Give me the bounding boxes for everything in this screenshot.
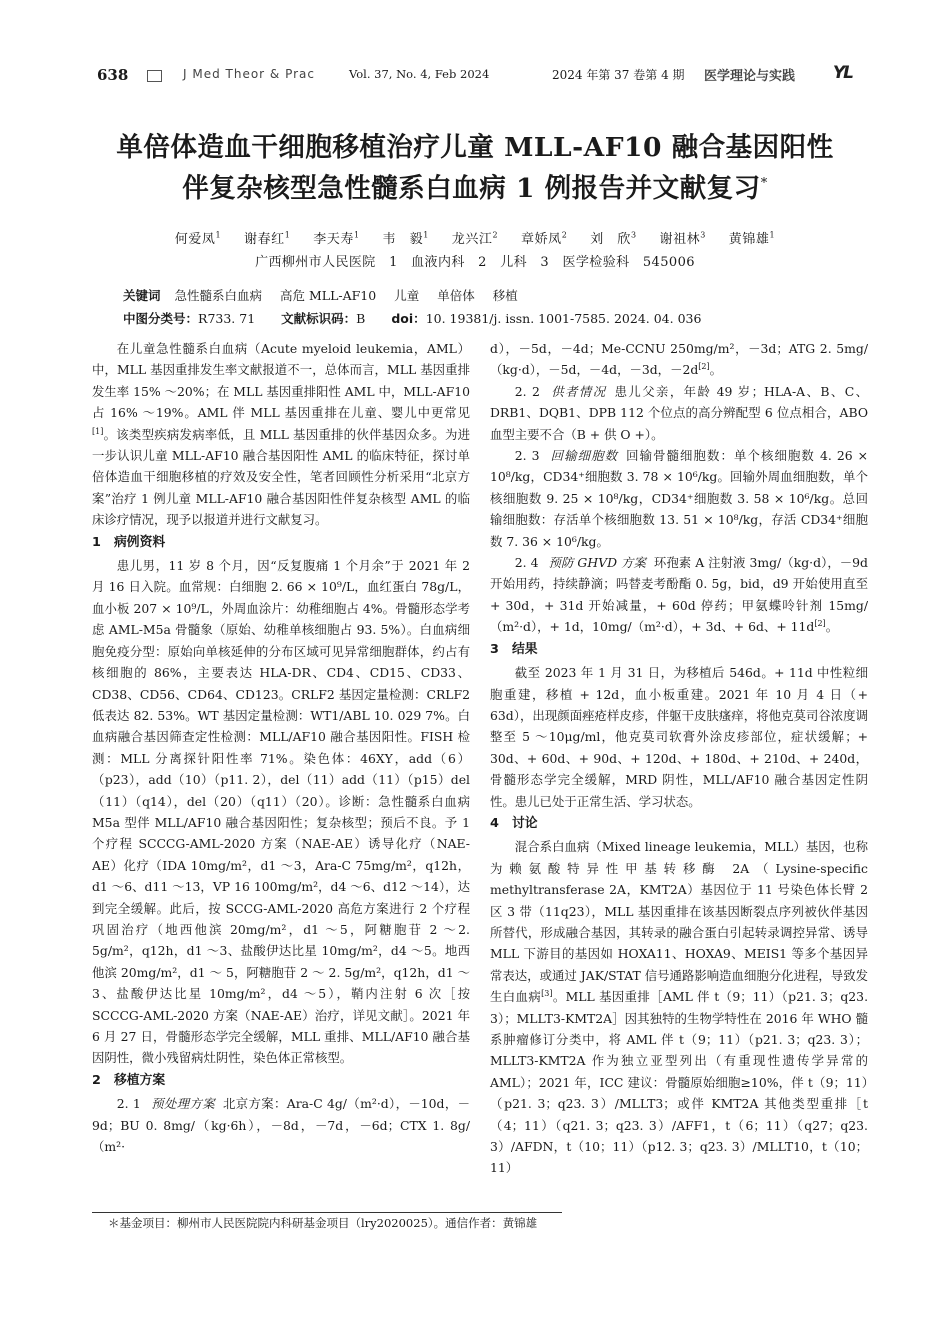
keyword: 移植 [492, 288, 518, 303]
doi-value: 10. 19381/j. issn. 1001-7585. 2024. 04. 036 [425, 311, 702, 326]
citation: [1] [92, 426, 104, 436]
running-header [97, 63, 852, 86]
subsection-2-3: 2. 3 回输细胞数 回输骨髓细胞数：单个核细胞数 4. 26 × 10⁸/kg，CD34⁺细胞数 3. 78 × 10⁶/kg。回输外周血细胞数，单个核细胞数 9. 25 × 10⁸/kg，CD34⁺细胞数 3. 58 × 10⁶/kg。总回输细胞数：存活单个核细胞数 13. 51 × 10⁸/kg，存活 CD34⁺细胞数 7. 36 × 10⁶/kg。 [490, 448, 868, 549]
citation: [2] [698, 362, 710, 372]
journal-abbreviation: J Med Theor & Prac [183, 67, 316, 81]
doc-code-label: 文献标识码 [281, 311, 344, 326]
author: 龙兴江$^2$ [451, 230, 499, 247]
page-number: 638 [97, 66, 129, 84]
subsection-2-1: 2. 1 预处理方案 北京方案：Ara-C 4g/（m²·d），－10d，－9d；BU 0. 8mg/（kg·6h），－8d，－7d，－6d；CTX 1. 8g/（m²· [92, 1096, 470, 1155]
case-paragraph: 患儿男，11 岁 8 个月，因“反复腹痛 1 个月余”于 2021 年 2 月 16 日入院。血常规：白细胞 2. 66 × 10⁹/L，血红蛋白 78g/L，血小板 207 × 10⁹/L，外周血涂片：幼稚细胞占 4%。骨髓形态学考虑 AML-M5a 骨髓象（原始、幼稚单核细胞占 93. 5%）。白血病细胞免疫分型：原始向单核延伸的分布区域可见异常细胞群体，约占有核细胞的 86%，主要表达 HLA-DR、CD4、CD15、CD33、CD38、CD56、CD64、CD123。CRLF2 基因定量检测：CRLF2 低表达 82. 53%。WT 基因定量检测：WT1/ABL 10. 029 7%。白血病融合基因筛查定性检测：MLL/AF10 融合基因阳性。FISH 检测：MLL 分离探针阳性率 71%。染色体：46XY，add（6）（p23），add（10）（p11. 2），del（11）add（11）（p15）del（11）（q14），del（20）（q11）（20）。诊断：急性髓系白血病 M5a 型伴 MLL/AF10 融合基因阳性；复杂核型；预后不良。予 1 个疗程 SCCCG-AML-2020 方案（NAE-AE）诱导化疗（NAE-AE）化疗（IDA 10mg/m²，d1 ～3，Ara-C 75mg/m²，q12h，d1 ～6、d11 ～13，VP 16 100mg/m²，d4 ～6、d12 ～14），达到完全缓解。此后，按 SCCG-AML-2020 高危方案进行 2 个疗程巩固治疗（地西他滨 20mg/m²，d1 ～5，阿糖胞苷 2 ～2. 5g/m²，q12h，d1 ～3、盐酸伊达比星 10mg/m²，d4 ～5。地西他滨 20mg/m²，d1 ～ 5，阿糖胞苷 2 ～ 2. 5g/m²，q12h，d1 ～3、盐酸伊达比星 10mg/m²，d4 ～5），鞘内注射 6 次［按 SCCCG-AML-2020 方案（NAE-AE）治疗，详见文献］。2021 年 6 月 27 日，骨髓形态学完全缓解，MLL 重排、MLL/AF10 融合基因阴性，微小残留病灶阴性，染色体正常核型。 [92, 558, 470, 1066]
classification-line: 中图分类号：R733. 71 文献标识码：B doi：10. 19381/j. issn. 1001-7585. 2024. 04. 036 [123, 311, 702, 326]
author: 章娇凤$^2$ [520, 230, 568, 247]
doc-code: B [356, 311, 366, 326]
citation: [3] [541, 989, 553, 999]
keyword: 高危 MLL-AF10 [280, 288, 377, 303]
continuation-paragraph: d），－5d，－4d；Me-CCNU 250mg/m²，－3d；ATG 2. 5mg/（kg·d），－5d，－4d，－3d，－2d[2]。 [490, 341, 868, 378]
journal-name-cn: 医学理论与实践 [704, 69, 796, 84]
discussion-paragraph: 混合系白血病（Mixed lineage leukemia，MLL）基因，也称为赖氨酸特异性甲基转移酶 2A（Lysine-specific methyltransferase 2A，KMT2A）基因位于 11 号染色体长臂 2 区 3 带（11q23），MLL 基因重排在该基因断裂点序列被伙伴基因所替代，形成融合基因，其转录的融合蛋白引起转录调控异常、诱导 MLL 下游目的基因如 HOXA11、HOXA9、MEIS1 等多个基因异常表达，或通过 JAK/STAT 信号通路影响造血细胞分化进程，导致发生白血病[3]。MLL 基因重排［AML 伴 t（9；11）（p21. 3；q23. 3）；MLLT3-KMT2A］因其独特的生物学特性在 2016 年 WHO 髓系肿瘤修订分类中，将 AML 伴 t（9；11）（p21. 3；q23. 3）；MLLT3-KMT2A 作为独立亚型列出（有重现性遗传学异常的 AML）；2021 年，ICC 建议：骨髓原始细胞≥10%，伴 t（9；11）（p21. 3；q23. 3）/MLLT3；或伴 KMT2A 其他类型重排［t（4；11）（q21. 3；q23. 3）/AFF1，t（6；11）（q27；q23. 3）/AFDN，t（10；11）（p12. 3；q23. 3）/MLLT10，t（10；11） [490, 839, 869, 1176]
title-line-1: 单倍体造血干细胞移植治疗儿童 MLL-AF10 融合基因阳性 [116, 132, 834, 163]
author: 黄锦雄$^1$ [728, 230, 776, 247]
section-heading: 4 讨论 [490, 815, 538, 831]
section-heading: 2 移植方案 [92, 1072, 166, 1088]
author: 刘 欣$^3$ [590, 230, 637, 247]
keywords-label: 关键词 [123, 288, 161, 303]
citation: [2] [814, 619, 826, 629]
footnote: ＊基金项目：柳州市人民医院院内科研基金项目（lry2020025）。通信作者：黄锦雄 [108, 1216, 538, 1230]
author: 谢祖林$^3$ [659, 230, 706, 247]
title-footnote-mark: * [760, 176, 768, 191]
section-heading: 1 病例资料 [92, 534, 166, 550]
author: 李天寿$^1$ [313, 230, 360, 247]
right-column [490, 338, 868, 1179]
section-heading: 3 结果 [490, 641, 538, 657]
results-paragraph: 截至 2023 年 1 月 31 日，为移植后 546d。+ 11d 中性粒细胞重建，移植 + 12d，血小板重建。2021 年 10 月 4 日（+ 63d），出现颜面痤疮样皮疹，伴躯干皮肤瘙痒，将他克莫司谷浓度调整至 5 ～10μg/ml，他克莫司软膏外涂皮疹部位，症状缓解；+ 30d、+ 60d、+ 90d、+ 120d、+ 180d、+ 210d、+ 240d，骨髓形态学完全缓解，MRD 阴性，MLL/AF10 融合基因定性阴性。患儿已处于正常生活、学习状态。 [490, 665, 868, 809]
clc-code: R733. 71 [198, 311, 256, 326]
article-title [60, 130, 890, 207]
doi-label: doi [391, 311, 414, 326]
author: 谢春红$^1$ [243, 230, 291, 247]
keywords [123, 286, 860, 304]
left-column [92, 338, 470, 1157]
keyword: 儿童 [394, 288, 420, 303]
issue-info-cn: 2024 年第 37 卷第 4 期 [552, 68, 685, 82]
header-box-icon [147, 70, 162, 82]
author: 何爱凤$^1$ [174, 230, 222, 247]
clc-label: 中图分类号 [123, 311, 186, 326]
footnote-divider [92, 1212, 562, 1213]
intro-paragraph: 在儿童急性髓系白血病（Acute myeloid leukemia，AML）中，MLL 基因重排发生率文献报道不一，总体而言，MLL 基因重排发生率 15% ～20%；在 MLL 基因重排阳性 AML 中，MLL-AF10 占 16% ～19%。AML 伴 MLL 基因重排在儿童、婴儿中更常见[1]。该类型疾病发病率低，且 MLL 基因重排的伙伴基因众多。为进一步认识儿童 MLL-AF10 融合基因阳性 AML 的临床特征，探讨单倍体造血干细胞移植的疗效及安全性，笔者回顾性分析采用“北京方案”治疗 1 例儿童 MLL-AF10 融合基因阳性伴复杂核型 AML 的临床诊疗情况，现予以报道并进行文献复习。 [92, 341, 470, 528]
volume-info: Vol. 37, No. 4, Feb 2024 [349, 67, 490, 81]
keyword: 单倍体 [437, 288, 475, 303]
author-list [100, 228, 850, 247]
subsection-2-4: 2. 4 预防 GHVD 方案 环孢素 A 注射液 3mg/（kg·d），－9d开始用药，持续静滴；吗替麦考酚酯 0. 5g，bid，d9 开始使用直至 + 30d，+ 31d 开始减量，+ 60d 停药；甲氨蝶呤针剂 15mg/（m²·d），+ 1d，10mg/（m²·d），+ 3d、+ 6d、+ 11d[2]。 [490, 555, 868, 635]
journal-logo: YL [832, 63, 852, 83]
subsection-2-2: 2. 2 供者情况 患儿父亲，年龄 49 岁；HLA-A、B、C、DRB1、DQB1、DPB 112 个位点的高分辨配型 6 位点相合，ABO 血型主要不合（B + 供 O +）。 [490, 383, 868, 442]
title-line-2: 伴复杂核型急性髓系白血病 1 例报告并文献复习 [182, 172, 761, 204]
author: 韦 毅$^1$ [382, 230, 429, 247]
keyword: 急性髓系白血病 [174, 288, 263, 303]
affiliation: 广西柳州市人民医院 1 血液内科 2 儿科 3 医学检验科 545006 [255, 255, 695, 270]
